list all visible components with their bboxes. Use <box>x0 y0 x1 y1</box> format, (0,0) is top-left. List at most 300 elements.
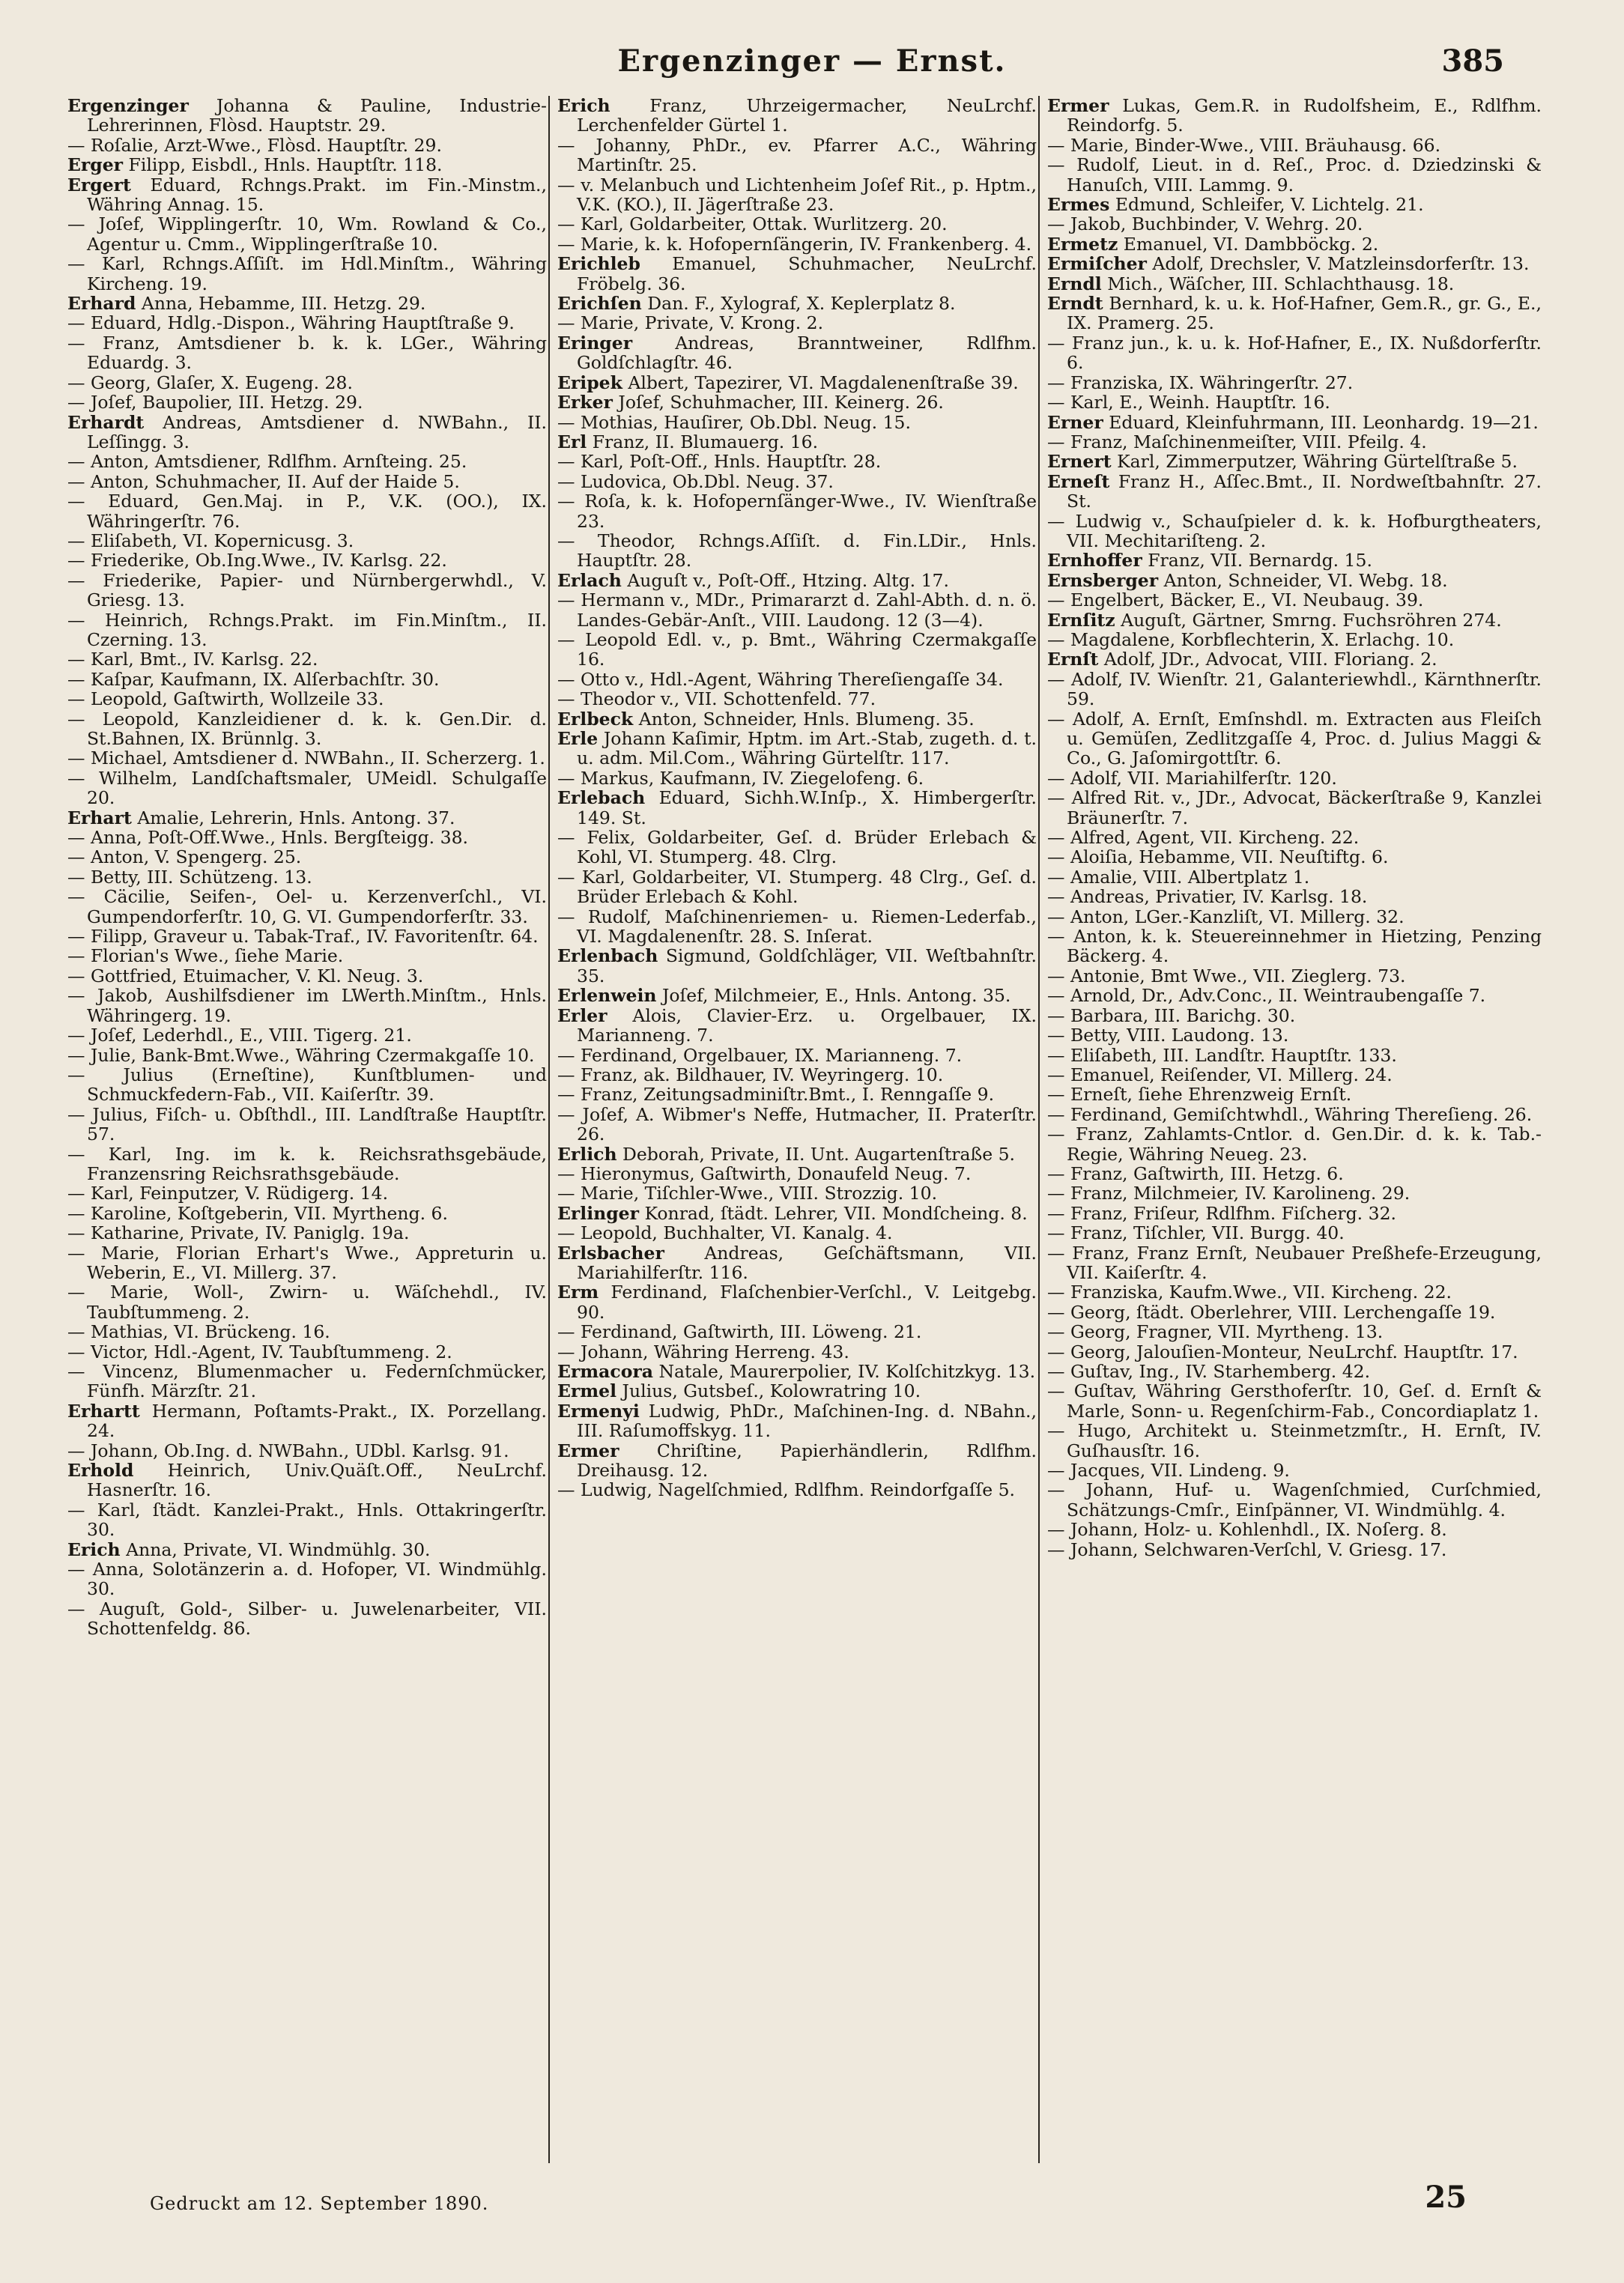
directory-entry <box>557 413 1037 432</box>
directory-entry <box>557 491 1037 531</box>
entry-text: Anton, Schneider, Hnls. Blumeng. 35. <box>638 708 975 730</box>
directory-entry <box>557 1223 1037 1243</box>
entry-text: — Julie, Bank-Bmt.Wwe., Währing Czermakgaſſe 10. <box>67 1044 535 1066</box>
entry-text: — Johann, Ob.Ing. d. NWBahn., UDbl. Karlsg. 91. <box>67 1440 509 1461</box>
entry-text: — Ludovica, Ob.Dbl. Neug. 37. <box>557 470 834 492</box>
directory-entry <box>1047 1303 1542 1322</box>
directory-column-3 <box>1047 96 1542 2186</box>
entry-text: — Magdalene, Korbflechterin, X. Erlachg. 10. <box>1047 628 1455 650</box>
entry-text: — Filipp, Graveur u. Tabak-Traf., IV. Favoritenſtr. 64. <box>67 926 539 948</box>
directory-entry <box>557 1006 1037 1046</box>
directory-entry <box>1047 551 1542 570</box>
directory-entry <box>67 828 547 847</box>
entry-text: — Karl, Rchngs.Aſſiſt. im Hdl.Minſtm., Währing Kircheng. 19. <box>67 253 547 294</box>
entry-text: — Roſa, k. k. Hofopernſänger-Wwe., IV. Wienſtraße 23. <box>557 491 1037 532</box>
entry-text: Eduard, Sichh.W.Inſp., X. Himbergerſtr. 149. St. <box>577 787 1037 828</box>
directory-entry <box>1047 649 1542 669</box>
directory-entry <box>557 1362 1037 1381</box>
directory-entry <box>557 571 1037 590</box>
entry-text: — Marie, Florian Erhart's Wwe., Appreturin u. Weberin, E., VI. Millerg. 37. <box>67 1242 547 1283</box>
directory-entry <box>1047 373 1542 392</box>
directory-entry <box>557 1441 1037 1481</box>
entry-text: — Leopold Edl. v., p. Bmt., Währing Czermakgaſſe 16. <box>557 628 1037 670</box>
page-title: Ergenzinger — Ernst. <box>617 43 1007 79</box>
entry-text: — Johann, Holz- u. Kohlenhdl., IX. Noſerg. 8. <box>1047 1519 1447 1541</box>
entry-surname: Erichſen <box>557 293 642 315</box>
entry-text: — Erneſt, ſiehe Ehrenzweig Ernſt. <box>1047 1084 1352 1106</box>
entry-text: Franz, Uhrzeigermacher, NeuLrchf. Lerchenfelder Gürtel 1. <box>577 96 1037 136</box>
directory-entry <box>1047 1520 1542 1539</box>
running-head <box>0 43 1624 88</box>
directory-entry <box>1047 571 1542 590</box>
entry-text: — Ludwig, Nagelſchmied, Rdlfhm. Reindorfgaſſe 5. <box>557 1479 1016 1501</box>
directory-entry <box>67 748 547 768</box>
entry-text: Andreas, Geſchäftsmann, VII. Mariahilferſtr. 116. <box>577 1242 1037 1283</box>
directory-entry <box>1047 1183 1542 1203</box>
entry-surname: Erlenbach <box>557 945 658 967</box>
directory-column-1 <box>67 96 547 2186</box>
entry-text: — Marie, k. k. Hofopernſängerin, IV. Frankenberg. 4. <box>557 233 1032 255</box>
entry-text: — Andreas, Privatier, IV. Karlsg. 18. <box>1047 886 1368 908</box>
entry-surname: Ernert <box>1047 451 1112 473</box>
directory-entry <box>67 1500 547 1540</box>
directory-entry <box>557 432 1037 452</box>
entry-surname: Eripek <box>557 372 622 393</box>
entry-text: — Ferdinand, Orgelbauer, IX. Marianneng. 7. <box>557 1044 963 1066</box>
directory-column-2 <box>557 96 1037 2186</box>
directory-entry <box>67 1599 547 1639</box>
entry-text: Karl, Zimmerputzer, Währing Gürtelſtraße 5. <box>1117 451 1518 473</box>
entry-text: — Ludwig v., Schauſpieler d. k. k. Hofburgtheaters, VII. Mechitariſteng. 2. <box>1047 510 1542 551</box>
directory-entry <box>1047 1342 1542 1362</box>
directory-entry <box>67 551 547 570</box>
entry-text: — Leopold, Gaſtwirth, Wollzeile 33. <box>67 688 384 710</box>
entry-text: — Franz, Maſchinenmeiſter, VIII. Pfeilg. 4. <box>1047 431 1427 452</box>
directory-entry <box>1047 254 1542 273</box>
entry-text: — Franz, Gaſtwirth, III. Hetzg. 6. <box>1047 1162 1344 1184</box>
entry-text: — Joſef, Baupolier, III. Hetzg. 29. <box>67 392 363 413</box>
entry-surname: Ermes <box>1047 194 1110 216</box>
directory-entry <box>557 1085 1037 1104</box>
entry-surname: Erhart <box>67 807 132 828</box>
directory-entry <box>1047 927 1542 966</box>
directory-entry <box>1047 392 1542 412</box>
entry-text: Johanna & Pauline, Industrie-Lehrerinnen, Flòsd. Hauptstr. 29. <box>87 96 547 136</box>
entry-text: — Franz, Friſeur, Rdlfhm. Fiſcherg. 32. <box>1047 1202 1396 1224</box>
entry-text: — Franz, ak. Bildhauer, IV. Weyringerg. 10. <box>557 1064 944 1085</box>
directory-entry <box>557 1381 1037 1401</box>
entry-text: — Emanuel, Reiſender, VI. Millerg. 24. <box>1047 1064 1393 1085</box>
directory-entry <box>67 313 547 333</box>
column-divider <box>1038 96 1040 2163</box>
entry-surname: Erlsbacher <box>557 1242 664 1264</box>
directory-entry <box>1047 1480 1542 1520</box>
directory-entry <box>1047 294 1542 333</box>
directory-entry <box>1047 1085 1542 1104</box>
entry-text: — Georg, ſtädt. Oberlehrer, VIII. Lerchengaſſe 19. <box>1047 1301 1496 1323</box>
directory-entry <box>67 571 547 610</box>
entry-text: — Joſef, Wipplingerſtr. 10, Wm. Rowland & Co., Agentur u. Cmm., Wipplingerſtraße 10. <box>67 213 547 255</box>
directory-entry <box>67 709 547 749</box>
entry-text: — Franz, Tiſchler, VII. Burgg. 40. <box>1047 1222 1345 1244</box>
entry-text: — Katharine, Private, IV. Paniglg. 19a. <box>67 1222 410 1244</box>
directory-entry <box>557 313 1037 333</box>
directory-entry <box>1047 1046 1542 1065</box>
directory-entry <box>67 1282 547 1322</box>
directory-entry <box>67 1243 547 1283</box>
entry-surname: Ermacora <box>557 1361 653 1382</box>
entry-text: Eduard, Kleinfuhrmann, III. Leonhardg. 19—21. <box>1109 411 1539 433</box>
entry-surname: Erndl <box>1047 273 1102 294</box>
entry-text: Julius, Gutsbeſ., Kolowratring 10. <box>622 1380 921 1402</box>
entry-surname: Ergert <box>67 174 131 195</box>
entry-text: Chriſtine, Papierhändlerin, Rdlfhm. Dreihausg. 12. <box>577 1440 1037 1482</box>
entry-text: — Anton, Schuhmacher, II. Auf der Haide 5. <box>67 470 460 492</box>
entry-text: — Karl, Feinputzer, V. Rüdigerg. 14. <box>67 1183 389 1204</box>
entry-surname: Erichleb <box>557 253 640 275</box>
directory-entry <box>67 392 547 412</box>
directory-entry <box>557 788 1037 828</box>
entry-text: — Rudolf, Lieut. in d. Reſ., Proc. d. Dziedzinski & Hanuſch, VIII. Lammg. 9. <box>1047 154 1542 195</box>
directory-entry <box>67 768 547 808</box>
entry-surname: Erndt <box>1047 293 1103 315</box>
entry-text: — Adolf, A. Ernſt, Emſnshdl. m. Extracten aus Fleiſch u. Gemüſen, Zedlitzgaſſe 4, Proc. d. Julius Maggi & Co., G. Jaſomirgottſtr. 6. <box>1047 708 1542 769</box>
entry-text: — Eduard, Gen.Maj. in P., V.K. (OO.), IX. Währingerſtr. 76. <box>67 491 547 532</box>
directory-entry <box>557 1342 1037 1362</box>
directory-entry <box>1047 195 1542 214</box>
entry-text: — Eliſabeth, VI. Kopernicusg. 3. <box>67 530 354 551</box>
entry-text: Eduard, Rchngs.Prakt. im Fin.-Minstm., Währing Annag. 15. <box>87 174 547 216</box>
entry-text: — Georg, Jalouſien-Monteur, NeuLrchf. Hauptſtr. 17. <box>1047 1341 1518 1362</box>
directory-entry <box>1047 1243 1542 1283</box>
directory-entry <box>1047 590 1542 610</box>
entry-text: Anna, Hebamme, III. Hetzg. 29. <box>141 293 426 315</box>
entry-surname: Erner <box>1047 411 1103 433</box>
directory-entry <box>67 1441 547 1461</box>
entry-text: — Engelbert, Bäcker, E., VI. Neubaug. 39. <box>1047 589 1424 611</box>
directory-entry <box>1047 1421 1542 1461</box>
entry-text: — Franz, Zeitungsadminiſtr.Bmt., I. Renngaſſe 9. <box>557 1084 995 1106</box>
directory-entry <box>557 531 1037 571</box>
entry-text: Anna, Private, VI. Windmühlg. 30. <box>126 1538 431 1560</box>
entry-surname: Erlenwein <box>557 985 657 1007</box>
entry-text: Natale, Maurerpolier, IV. Kolſchitzkyg. 13. <box>658 1361 1036 1382</box>
entry-text: — Arnold, Dr., Adv.Conc., II. Weintraubengaſſe 7. <box>1047 985 1486 1007</box>
entry-text: Hermann, Poſtamts-Prakt., IX. Porzellang. 24. <box>87 1400 547 1442</box>
directory-entry <box>67 1105 547 1144</box>
entry-text: — Jakob, Buchbinder, V. Wehrg. 20. <box>1047 213 1363 235</box>
entry-text: — Marie, Private, V. Krong. 2. <box>557 312 824 334</box>
entry-text: — Friederike, Papier- und Nürnbergerwhdl., V. Griesg. 13. <box>67 569 547 611</box>
entry-text: — Karl, ſtädt. Kanzlei-Prakt., Hnls. Ottakringerſtr. 30. <box>67 1499 547 1541</box>
entry-text: Albert, Tapezirer, VI. Magdalenenſtraße 39. <box>628 372 1019 393</box>
entry-text: — Michael, Amtsdiener d. NWBahn., II. Scherzerg. 1. <box>67 748 545 769</box>
entry-surname: Ergenzinger <box>67 96 189 116</box>
entry-text: — Anton, V. Spengerg. 25. <box>67 846 302 868</box>
entry-text: Joſef, Milchmeier, E., Hnls. Antong. 35. <box>661 985 1011 1007</box>
entry-text: — Joſef, A. Wibmer's Neffe, Hutmacher, II. Praterſtr. 26. <box>557 1103 1037 1145</box>
entry-text: — Karl, Poſt-Off., Hnls. Hauptſtr. 28. <box>557 451 882 473</box>
directory-entry <box>1047 96 1542 136</box>
directory-entry <box>67 175 547 215</box>
directory-entry <box>557 373 1037 392</box>
directory-entry <box>1047 907 1542 927</box>
directory-entry <box>67 491 547 531</box>
directory-entry <box>1047 768 1542 788</box>
directory-entry <box>1047 214 1542 234</box>
directory-entry <box>67 1322 547 1341</box>
entry-text: Emanuel, VI. Dambböckg. 2. <box>1123 233 1379 255</box>
directory-entry <box>1047 847 1542 867</box>
entry-text: Alois, Clavier-Erz. u. Orgelbauer, IX. Marianneng. 7. <box>577 1004 1037 1046</box>
entry-text: — Antonie, Bmt Wwe., VII. Zieglerg. 73. <box>1047 965 1406 986</box>
entry-text: Adolf, JDr., Advocat, VIII. Floriang. 2. <box>1103 649 1437 670</box>
entry-text: — Karl, E., Weinh. Hauptſtr. 16. <box>1047 392 1330 413</box>
directory-entry <box>1047 333 1542 373</box>
directory-entry <box>1047 1164 1542 1183</box>
entry-text: — Karl, Goldarbeiter, Ottak. Wurlitzerg. 20. <box>557 213 948 235</box>
entry-surname: Ernſitz <box>1047 609 1115 631</box>
directory-entry <box>1047 630 1542 649</box>
entry-text: — Otto v., Hdl.-Agent, Währing Thereſiengaſſe 34. <box>557 668 1004 690</box>
entry-text: — Ferdinand, Gemiſchtwhdl., Währing Thereſieng. 26. <box>1047 1103 1533 1125</box>
entry-text: Andreas, Branntweiner, Rdlfhm. Goldſchlagſtr. 46. <box>577 332 1037 374</box>
directory-entry <box>67 1065 547 1105</box>
entry-text: — Alfred Rit. v., JDr., Advocat, Bäckerſtraße 9, Kanzlei Bräunerſtr. 7. <box>1047 787 1542 828</box>
directory-entry <box>1047 432 1542 452</box>
directory-entry <box>557 1144 1037 1164</box>
directory-entry <box>67 1559 547 1599</box>
directory-entry <box>1047 1461 1542 1480</box>
entry-text: — Marie, Woll-, Zwirn- u. Wäſchehdl., IV. Taubſtummeng. 2. <box>67 1282 547 1323</box>
directory-entry <box>67 689 547 709</box>
directory-entry <box>557 452 1037 471</box>
entry-text: — Florian's Wwe., ſiehe Marie. <box>67 945 344 967</box>
entry-text: Konrad, ſtädt. Lehrer, VII. Mondſcheing. 8. <box>644 1202 1028 1224</box>
entry-text: Lukas, Gem.R. in Rudolfsheim, E., Rdlfhm. Reindorfg. 5. <box>1067 96 1542 136</box>
directory-entry <box>1047 1065 1542 1085</box>
entry-text: Deborah, Private, II. Unt. Augartenſtraße 5. <box>622 1143 1016 1165</box>
directory-entry <box>1047 1540 1542 1559</box>
entry-surname: Erhardt <box>67 411 145 433</box>
entry-text: — Ferdinand, Gaſtwirth, III. Löweng. 21. <box>557 1321 922 1343</box>
directory-entry <box>557 1480 1037 1500</box>
entry-text: — Mothias, Hauſirer, Ob.Dbl. Neug. 15. <box>557 411 911 433</box>
entry-text: — Johanny, PhDr., ev. Pfarrer A.C., Währing Martinſtr. 25. <box>557 134 1037 176</box>
directory-entry <box>1047 1124 1542 1164</box>
directory-entry <box>67 808 547 828</box>
directory-entry <box>557 294 1037 313</box>
directory-entry <box>67 1046 547 1065</box>
entry-text: Amalie, Lehrerin, Hnls. Antong. 37. <box>137 807 455 828</box>
entry-surname: Erhold <box>67 1460 134 1482</box>
entry-text: — Roſalie, Arzt-Wwe., Flòsd. Hauptſtr. 29. <box>67 134 442 156</box>
entry-text: Franz H., Aſſec.Bmt., II. Nordweſtbahnſtr. 27. St. <box>1067 470 1542 512</box>
directory-entry <box>557 729 1037 768</box>
directory-entry <box>67 946 547 965</box>
entry-text: — Franz, Amtsdiener b. k. k. LGer., Währing Eduardg. 3. <box>67 332 547 374</box>
directory-entry <box>67 1144 547 1184</box>
directory-entry <box>557 590 1037 630</box>
directory-entry <box>67 472 547 491</box>
entry-text: — Victor, Hdl.-Agent, IV. Taubſtummeng. 2. <box>67 1341 452 1362</box>
entry-text: Emanuel, Schuhmacher, NeuLrchf. Fröbelg. 36. <box>577 253 1037 294</box>
entry-text: — Gottfried, Etuimacher, V. Kl. Neug. 3. <box>67 965 424 986</box>
entry-text: — Eliſabeth, III. Landſtr. Hauptſtr. 133. <box>1047 1044 1397 1066</box>
directory-entry <box>1047 1381 1542 1421</box>
directory-entry <box>67 670 547 689</box>
entry-text: — Theodor v., VII. Schottenfeld. 77. <box>557 688 876 710</box>
entry-surname: Ermer <box>557 1440 619 1461</box>
entry-surname: Erlbeck <box>557 708 634 730</box>
directory-entry <box>1047 670 1542 709</box>
directory-entry <box>1047 452 1542 471</box>
entry-text: — Heinrich, Rchngs.Prakt. im Fin.Minſtm., II. Czerning. 13. <box>67 609 547 650</box>
entry-text: — Julius, Fiſch- u. Obſthdl., III. Landſtraße Hauptſtr. 57. <box>67 1103 547 1145</box>
directory-entry <box>557 1282 1037 1322</box>
entry-text: — Adolf, VII. Mariahilferſtr. 120. <box>1047 767 1337 789</box>
directory-entry <box>1047 1223 1542 1243</box>
directory-entry <box>67 294 547 313</box>
entry-text: — Anna, Poſt-Off.Wwe., Hnls. Bergſteigg. 38. <box>67 827 468 849</box>
entry-text: — Hugo, Architekt u. Steinmetzmſtr., H. Ernſt, IV. Guſhausſtr. 16. <box>1047 1420 1542 1461</box>
directory-entry <box>1047 472 1542 512</box>
entry-text: — Leopold, Kanzleidiener d. k. k. Gen.Dir. d. St.Bahnen, IX. Brünnlg. 3. <box>67 708 547 749</box>
directory-entry <box>557 907 1037 947</box>
entry-text: — Anton, Amtsdiener, Rdlfhm. Arnſteing. 25. <box>67 451 467 473</box>
column-divider <box>548 96 550 2163</box>
directory-entry <box>557 1243 1037 1283</box>
directory-entry <box>557 472 1037 491</box>
entry-text: — Julius (Erneſtine), Kunſtblumen- und Schmuckfedern-Fab., VII. Kaiſerſtr. 39. <box>67 1064 547 1106</box>
print-date: Gedruckt am 12. September 1890. <box>150 2193 489 2214</box>
entry-text: — Karl, Ing. im k. k. Reichsrathsgebäude, Franzensring Reichsrathsgebäude. <box>67 1143 547 1184</box>
entry-text: — Theodor, Rchngs.Aſſiſt. d. Fin.LDir., Hnls. Hauptſtr. 28. <box>557 530 1037 571</box>
entry-text: — Marie, Tiſchler-Wwe., VIII. Strozzig. 10. <box>557 1183 938 1204</box>
entry-surname: Erlich <box>557 1143 617 1165</box>
directory-entry <box>67 155 547 175</box>
entry-text: — Franziska, IX. Währingerſtr. 27. <box>1047 372 1354 393</box>
directory-entry <box>557 96 1037 136</box>
entry-surname: Erm <box>557 1282 599 1303</box>
directory-entry <box>557 234 1037 254</box>
entry-text: — Vincenz, Blumenmacher u. Federnſchmücker, Fünfh. Märzſtr. 21. <box>67 1361 547 1402</box>
directory-entry <box>67 373 547 392</box>
entry-text: Auguſt, Gärtner, Smrng. Fuchsröhren 274. <box>1121 609 1502 631</box>
directory-entry <box>557 392 1037 412</box>
directory-entry <box>1047 512 1542 551</box>
directory-entry <box>1047 155 1542 195</box>
entry-surname: Erger <box>67 154 124 176</box>
entry-text: — Alfred, Agent, VII. Kircheng. 22. <box>1047 827 1360 849</box>
directory-entry <box>67 847 547 867</box>
entry-text: — Mathias, VI. Brückeng. 16. <box>67 1321 330 1343</box>
entry-text: — Marie, Binder-Wwe., VIII. Bräuhausg. 66. <box>1047 134 1441 156</box>
entry-text: Johann Kaſimir, Hptm. im Art.-Stab, zugeth. d. t. u. adm. Mil.Com., Währing Gürtelſtr. 117. <box>577 728 1037 769</box>
directory-entry <box>557 1401 1037 1441</box>
directory-entry <box>557 867 1037 907</box>
entry-text: Joſef, Schuhmacher, III. Keinerg. 26. <box>618 392 944 413</box>
entry-text: Ferdinand, Flaſchenbier-Verſchl., V. Leitgebg. 90. <box>577 1282 1037 1323</box>
directory-entry <box>67 333 547 373</box>
directory-entry <box>67 413 547 452</box>
entry-text: — Leopold, Buchhalter, VI. Kanalg. 4. <box>557 1222 893 1244</box>
directory-entry <box>557 333 1037 373</box>
directory-entry <box>67 96 547 136</box>
entry-text: — Franz jun., k. u. k. Hof-Hafner, E., IX. Nußdorferſtr. 6. <box>1047 332 1542 374</box>
entry-text: — Karl, Goldarbeiter, VI. Stumperg. 48 Clrg., Geſ. d. Brüder Erlebach & Kohl. <box>557 866 1037 908</box>
directory-entry <box>1047 1006 1542 1025</box>
page-number: 385 <box>1441 43 1504 79</box>
directory-entry <box>557 828 1037 867</box>
directory-entry <box>67 1401 547 1441</box>
directory-entry <box>1047 966 1542 986</box>
directory-entry <box>1047 1204 1542 1223</box>
entry-surname: Ermel <box>557 1380 617 1402</box>
entry-text: — Johann, Huf- u. Wagenſchmied, Curſchmied, Schätzungs-Cmſr., Einſpänner, VI. Windmühlg. 4. <box>1047 1479 1542 1521</box>
entry-surname: Eringer <box>557 332 633 354</box>
directory-entry <box>1047 610 1542 630</box>
entry-surname: Erker <box>557 392 613 413</box>
entry-surname: Erlinger <box>557 1202 639 1224</box>
directory-entry <box>67 136 547 155</box>
entry-text: — Aloiſia, Hebamme, VII. Neuſtiftg. 6. <box>1047 846 1389 868</box>
entry-surname: Erlebach <box>557 787 646 809</box>
entry-surname: Ermiſcher <box>1047 253 1147 275</box>
directory-entry <box>67 214 547 254</box>
entry-text: Edmund, Schleifer, V. Lichtelg. 21. <box>1115 194 1424 216</box>
entry-text: Filipp, Eisbdl., Hnls. Hauptſtr. 118. <box>128 154 443 176</box>
entry-text: — Jakob, Aushilfsdiener im LWerth.Minſtm., Hnls. Währingerg. 19. <box>67 985 547 1026</box>
directory-entry <box>1047 709 1542 768</box>
entry-text: Franz, VII. Bernardg. 15. <box>1148 550 1372 571</box>
entry-text: — Rudolf, Maſchinenriemen- u. Riemen-Lederfab., VI. Magdalenenſtr. 28. S. Inſerat. <box>557 906 1037 948</box>
directory-entry <box>1047 1362 1542 1381</box>
directory-entry <box>67 867 547 887</box>
entry-text: — Wilhelm, Landſchaftsmaler, UMeidl. Schulgaſſe 20. <box>67 767 547 809</box>
entry-text: — Eduard, Hdlg.-Dispon., Währing Hauptſtraße 9. <box>67 312 515 334</box>
directory-entry <box>1047 1282 1542 1302</box>
entry-surname: Ernſt <box>1047 649 1099 670</box>
entry-text: Auguſt v., Poſt-Off., Htzing. Altg. 17. <box>627 569 949 591</box>
directory-entry <box>67 649 547 669</box>
directory-entry <box>67 254 547 294</box>
entry-text: — Georg, Glaſer, X. Eugeng. 28. <box>67 372 353 393</box>
entry-text: — Guſtav, Ing., IV. Starhemberg. 42. <box>1047 1361 1371 1382</box>
directory-entry <box>557 1204 1037 1223</box>
directory-entry <box>1047 234 1542 254</box>
entry-text: Dan. F., Xylograf, X. Keplerplatz 8. <box>647 293 956 315</box>
entry-text: — Franz, Milchmeier, IV. Karolineng. 29. <box>1047 1183 1411 1204</box>
directory-entry <box>67 610 547 650</box>
entry-text: Ludwig, PhDr., Maſchinen-Ing. d. NBahn., III. Raſumoffskyg. 11. <box>577 1400 1037 1442</box>
directory-entry <box>557 986 1037 1005</box>
entry-text: — Hermann v., MDr., Primararzt d. Zahl-Abth. d. n. ö. Landes-Gebär-Anſt., VIII. Laudong. 12 (3—4). <box>557 589 1037 631</box>
directory-entry <box>557 1322 1037 1341</box>
directory-entry <box>67 927 547 946</box>
directory-entry <box>1047 887 1542 906</box>
entry-text: — v. Melanbuch und Lichtenheim Joſef Rit., p. Hptm., V.K. (KO.), II. Jägerſtraße 23. <box>557 174 1037 216</box>
entry-text: — Franz, Franz Ernſt, Neubauer Preßhefe-Erzeugung, VII. Kaiſerſtr. 4. <box>1047 1242 1542 1283</box>
entry-text: Heinrich, Univ.Quäſt.Off., NeuLrchf. Hasnerſtr. 16. <box>87 1460 547 1501</box>
directory-entry <box>1047 1105 1542 1124</box>
signature-mark: 25 <box>1425 2180 1467 2215</box>
directory-entry <box>557 1164 1037 1183</box>
entry-text: Adolf, Drechsler, V. Matzleinsdorferſtr. 13. <box>1152 253 1530 275</box>
entry-surname: Erhard <box>67 293 136 315</box>
directory-entry <box>1047 274 1542 294</box>
directory-entry <box>557 1046 1037 1065</box>
